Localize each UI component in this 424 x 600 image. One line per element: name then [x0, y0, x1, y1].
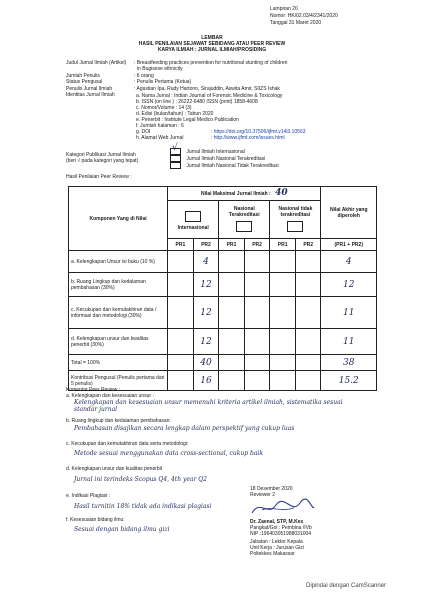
signature-pangkat: Pangkat/Gol : Pembina /IVb — [250, 525, 312, 531]
table-row — [69, 251, 377, 273]
col-komponen-header: Komponen Yang di Nilai — [69, 187, 168, 251]
komentar-c-label: c. Kecukupan dan kemutakhiran data serta metodologi: — [66, 441, 189, 447]
assessment-table — [68, 186, 377, 391]
hasil-label: Hasil Penilaian Peer Review : — [66, 174, 132, 180]
pr2-header: PR2 — [193, 239, 219, 251]
col-akhir-header: Nilai Akhir yang diperoleh — [321, 187, 377, 239]
signature-nip: NIP :196403051988031004 — [250, 531, 312, 537]
komentar-d-label: d. Kelengkapan unsur dan kualitas penerbit — [66, 466, 163, 472]
jumlah-label: Jumlah Penulis — [66, 73, 100, 79]
web-link[interactable]: : http://www.ijfmt.com/issues.html — [211, 135, 285, 141]
signature-unit: Unit Kerja : Jurusan Gizi — [250, 545, 304, 551]
komentar-d-handwritten: Jurnal ini terindeks Scopus Q4, 4th year Q2 — [74, 476, 207, 483]
status-label: Status Pengusul — [66, 79, 103, 85]
status-value: : Penulis Pertama (Ketua) — [134, 79, 192, 85]
kategori-option-1-label: Jurnal Ilmiah Internasional — [186, 148, 245, 155]
identity-field-b: b. ISSN (on line ) : 26222-6480 ISSN (print) 1858-4608 — [136, 99, 258, 105]
kategori-label-2: (beri √ pada kategori yang tepat) — [66, 158, 139, 164]
row-pr2-value: 12 — [193, 329, 219, 355]
doi-link[interactable]: : https://doi.org/10.37506/ijfmt.v14i3.10563 — [211, 129, 306, 135]
row-pr2-value: 40 — [193, 355, 219, 371]
col-nasional-tidak-header — [270, 201, 321, 239]
pr2-header: PR2 — [244, 239, 270, 251]
title-line-2: HASIL PENILAIAN SEJAWAT SEBIDANG ATAU PEER REVIEW — [138, 41, 286, 47]
kategori-label-1: Kategori Publikasi Jurnal Ilmiah — [66, 152, 136, 158]
pr1-header: PR1 — [219, 239, 245, 251]
signature-reviewer: Reviewer 2 — [250, 492, 276, 498]
row-akhir-value: 12 — [321, 273, 377, 297]
row-akhir-value: 38 — [321, 355, 377, 371]
table-row — [69, 355, 377, 371]
table-row — [69, 273, 377, 297]
checkbox-internasional[interactable] — [170, 143, 181, 155]
row-pr2-value: 4 — [193, 251, 219, 273]
checkbox-nasional-tidak[interactable] — [170, 162, 181, 169]
col-internasional-label: Internasional — [177, 224, 209, 231]
row-label: Kontribusi Pengusul (Penulis pertama dari 5 penulis) — [69, 371, 168, 391]
nilai-maks-header — [168, 187, 321, 201]
signature-date: 18 Desember 2020 — [250, 486, 293, 492]
komentar-e-label: e. Indikasi Plagiasi : — [66, 493, 111, 499]
check-mark-icon: √ — [172, 143, 178, 153]
judul-value-1: : Breastfeeding practices prevention for nutritional stunting of children — [134, 60, 288, 66]
signature-scribble-icon — [248, 497, 318, 519]
col-nasional-ter-label: Nasional Terakreditasi — [228, 205, 260, 218]
row-label: d. Kelengkapan unsur dan kwalitas penerbit (30%) — [69, 329, 168, 355]
tanggal-text: Tanggal 31 Maret 2020 — [270, 20, 322, 26]
kategori-option-2[interactable] — [170, 155, 265, 162]
table-row — [69, 297, 377, 329]
identity-field-e: e. Penerbit : Institute Legal Medico Publication — [136, 117, 239, 123]
row-label: Total = 100% — [69, 355, 168, 371]
pr2-header: PR2 — [295, 239, 321, 251]
nasional-tidak-box — [287, 221, 303, 232]
checkbox-nasional-terakreditasi[interactable] — [170, 155, 181, 162]
penulis-label: Penulis Jurnal Ilmiah — [66, 86, 113, 92]
identity-field-g: g. DOI — [136, 129, 151, 135]
nilai-maks-handwritten: 40 — [275, 188, 288, 198]
col-nasional-ter-header — [219, 201, 270, 239]
identity-field-d: d. Edisi (bulan/tahun) : Tahun 2020 — [136, 111, 214, 117]
signature-name: Dr. Zaenal, STP, M.Kes — [250, 519, 304, 525]
kategori-option-3[interactable] — [170, 162, 279, 169]
kategori-option-2-label: Jurnal Ilmiah Nasional Terakreditasi — [186, 155, 266, 162]
table-row — [69, 329, 377, 355]
row-pr2-value: 12 — [193, 297, 219, 329]
komentar-f-label: f. Kesesuaian bidang ilmu: — [66, 517, 125, 523]
camscanner-watermark: Dipindai dengan CamScanner — [306, 583, 387, 589]
identity-field-c: c. Nomor/Volume : 14 (3) — [136, 105, 192, 111]
komentar-heading: Komentar Peer Review : — [66, 387, 121, 393]
komentar-a-label: a. Kelengkapan dan kesesuaian unsur : — [66, 393, 154, 399]
title-line-3: KARYA ILMIAH : JURNAL ILMIAH/PROSIDING — [157, 47, 267, 53]
row-akhir-value: 15.2 — [321, 371, 377, 391]
kategori-option-3-label: Jurnal Ilmiah Nasional Tidak Terakreditasi — [186, 162, 279, 169]
row-akhir-value: 11 — [321, 329, 377, 355]
pr1-header: PR1 — [168, 239, 194, 251]
pr-sum-header: (PR1 + PR2) — [321, 239, 377, 251]
komentar-f-handwritten: Sesuai dengan bidang ilmu gizi — [74, 526, 170, 533]
row-akhir-value: 4 — [321, 251, 377, 273]
col-internasional-header — [168, 201, 219, 239]
identity-field-a: a. Nama Jurnal : Indian Journal of Forensic Medicine & Toxicology — [136, 93, 283, 99]
signature-unit-2: Poltekkes Makassar — [250, 551, 295, 557]
identitas-label: Identitas Jurnal Ilmiah — [66, 92, 115, 98]
row-pr2-value: 16 — [193, 371, 219, 391]
internasional-box — [185, 211, 201, 222]
komentar-e-handwritten: Hasil turnitin 18% tidak ada indikasi plagiasi — [74, 503, 212, 510]
nomor-text: Nomor: HK/02.03/4/2341/2020 — [270, 13, 338, 19]
row-pr2-value: 12 — [193, 273, 219, 297]
row-akhir-value: 11 — [321, 297, 377, 329]
komentar-b-handwritten: Pembahasan disajikan secara lengkap dalam perspektif yang cukup luas — [74, 425, 295, 432]
identity-field-f: f. Jumlah halaman : 6 — [136, 123, 184, 129]
komentar-a-handwritten: Kelengkapan dan kesesuaian unsur memenuhi kriteria artikel ilmiah, sistematika sesuai standar jurnal — [74, 399, 343, 413]
lampiran-text: Lampiran 20 — [270, 6, 298, 12]
nasional-ter-box — [236, 221, 252, 232]
col-nasional-tidak-label: Nasional tidak terakreditasi — [278, 205, 313, 218]
judul-label: Judul Jurnal Ilmiah (Artikel) — [66, 60, 127, 66]
row-label: b. Ruang Lingkup dan kedalaman pembahasan (30%) — [69, 273, 168, 297]
signature-jabatan: Jabatan : Lektor Kepala — [250, 539, 303, 545]
row-label: a. Kelengkapan Unsur isi buku (10 %) — [69, 251, 168, 273]
pr1-header: PR1 — [270, 239, 296, 251]
jumlah-value: : 6 orang — [134, 73, 154, 79]
kategori-option-1[interactable] — [170, 143, 245, 155]
komentar-c-handwritten: Metode sesuai menggunakan data cross-sectional, cukup baik — [74, 450, 263, 457]
nilai-maks-label: Nilai Maksimal Jurnal Ilmiah : — [200, 191, 271, 197]
identity-field-h: h. Alamat Web Jurnal — [136, 135, 184, 141]
penulis-value: : Agustian Ipa, Rudy Hartono, Sirajuddin, Aswita Amir, SIIZS Ishak — [134, 86, 280, 92]
komentar-b-label: b. Ruang lingkup dan kedalaman pembahasan: — [66, 418, 171, 424]
title-line-1: LEMBAR — [201, 35, 223, 41]
judul-value-2: in Bugisese ethnicity — [137, 66, 183, 72]
row-label: c. Kecukupan dan kemutakhiran data / informasi dan metodologi (30%) — [69, 297, 168, 329]
